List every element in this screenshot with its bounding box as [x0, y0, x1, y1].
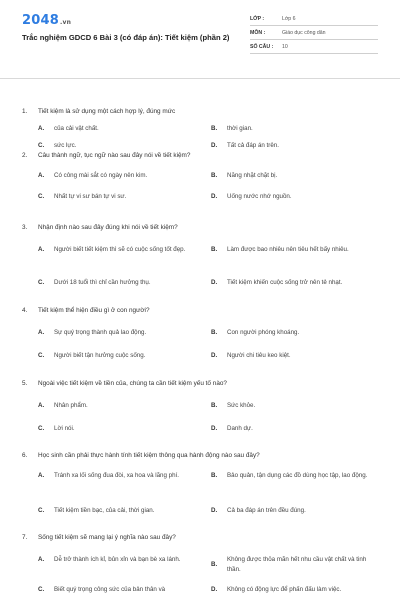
option-text: thời gian.: [227, 125, 253, 132]
option-d[interactable]: [211, 141, 376, 151]
option-text: sức lực.: [54, 142, 77, 149]
option-letter: B.: [211, 172, 218, 179]
meta-row-class: [250, 12, 378, 26]
option-letter: D.: [211, 142, 218, 149]
question-stem: Ngoài việc tiết kiệm về tiền của, chúng ta cần tiết kiệm yếu tố nào?: [38, 380, 227, 387]
meta-row-subject: [250, 26, 378, 40]
option-letter: A.: [38, 246, 45, 253]
option-text: Biết quý trọng công sức của bản thân và: [54, 586, 166, 593]
option-letter: D.: [211, 586, 218, 593]
option-text: Nhất tự vi sư bán tự vi sư.: [54, 193, 127, 200]
question-number: 1.: [22, 108, 28, 115]
question-6: [22, 451, 382, 514]
option-text: Lời nói.: [54, 425, 75, 432]
option-a[interactable]: [38, 124, 203, 134]
option-text: Uống nước nhớ nguồn.: [227, 193, 292, 200]
option-letter: B.: [211, 472, 218, 479]
option-c[interactable]: [38, 351, 203, 361]
document-title: Trắc nghiệm GDCD 6 Bài 3 (có đáp án): Tiết kiệm (phần 2): [22, 33, 230, 42]
question-stem: Tiết kiệm thể hiện điều gì ở con người?: [38, 307, 150, 314]
option-c[interactable]: [38, 585, 203, 595]
option-letter: D.: [211, 507, 218, 514]
option-letter: C.: [38, 142, 45, 149]
meta-key: MÔN :: [250, 29, 266, 36]
option-letter: B.: [211, 560, 218, 568]
header-divider: [0, 78, 400, 79]
question-text: [22, 306, 382, 315]
option-letter: A.: [38, 402, 45, 409]
option-d[interactable]: [211, 192, 376, 202]
option-c[interactable]: [38, 424, 203, 434]
option-a[interactable]: [38, 471, 203, 481]
option-d[interactable]: [211, 585, 376, 595]
question-number: 5.: [22, 380, 28, 387]
question-text: [22, 451, 382, 460]
option-letter: C.: [38, 352, 45, 359]
option-text: Người chi tiêu keo kiệt.: [227, 352, 291, 359]
option-text: Không được thỏa mãn hết nhu cầu vật chất và tinh thần.: [227, 556, 367, 573]
option-letter: C.: [38, 586, 45, 593]
question-text: [22, 379, 382, 388]
option-text: Người biết tiết kiệm thì sẽ có cuộc sống tốt đẹp.: [54, 246, 186, 253]
option-text: Cả ba đáp án trên đều đúng.: [227, 507, 306, 514]
option-d[interactable]: [211, 351, 376, 361]
logo-suffix-text: .vn: [59, 19, 72, 26]
option-text: Có công mài sắt có ngày nên kim.: [54, 172, 148, 179]
question-stem: Câu thành ngữ, tục ngữ nào sau đây nói về tiết kiệm?: [38, 152, 191, 159]
option-text: Không có động lực để phấn đấu làm việc.: [227, 586, 342, 593]
option-a[interactable]: [38, 328, 203, 338]
option-b[interactable]: [211, 124, 376, 134]
option-letter: D.: [211, 193, 218, 200]
option-letter: A.: [38, 556, 45, 563]
option-letter: B.: [211, 329, 218, 336]
option-text: Bảo quản, tận dụng các đồ dùng học tập, lao động.: [227, 472, 368, 479]
option-c[interactable]: [38, 192, 203, 202]
option-b[interactable]: [211, 471, 376, 481]
option-b[interactable]: [211, 171, 376, 181]
option-text: Tất cả đáp án trên.: [227, 142, 279, 149]
meta-row-question-count: [250, 40, 378, 54]
option-letter: C.: [38, 425, 45, 432]
option-a[interactable]: [38, 171, 203, 181]
option-text: Tránh xa lối sống đua đòi, xa hoa và lãng phí.: [54, 472, 179, 479]
option-text: Dưới 18 tuổi thì chỉ cần hưởng thụ.: [54, 279, 151, 286]
option-text: Dễ trở thành ích kỉ, bủn xỉn và bạn bè xa lánh.: [54, 556, 181, 563]
question-1: [22, 107, 382, 149]
question-number: 6.: [22, 452, 28, 459]
question-text: [22, 151, 382, 160]
option-c[interactable]: [38, 506, 203, 516]
option-letter: D.: [211, 279, 218, 286]
option-c[interactable]: [38, 278, 203, 288]
question-text: [22, 533, 382, 542]
option-text: Năng nhặt chặt bị.: [227, 172, 278, 179]
question-stem: Học sinh cần phải thực hành tính tiết kiệm thông qua hành động nào sau đây?: [38, 452, 260, 459]
option-text: Sức khỏe.: [227, 402, 256, 409]
option-d[interactable]: [211, 278, 376, 288]
question-5: [22, 379, 382, 432]
option-letter: C.: [38, 507, 45, 514]
option-letter: A.: [38, 172, 45, 179]
meta-value: Giáo dục công dân: [282, 29, 326, 36]
meta-value: Lớp 6: [282, 15, 296, 22]
option-letter: C.: [38, 193, 45, 200]
question-3: [22, 223, 382, 286]
option-letter: B.: [211, 246, 218, 253]
option-letter: D.: [211, 352, 218, 359]
question-stem: Tiết kiệm là sử dụng một cách hợp lý, đúng mức: [38, 108, 176, 115]
option-text: Tiết kiệm khiến cuộc sống trở nên tẻ nhạt.: [227, 279, 343, 286]
option-text: Tiết kiệm tiền bạc, của cải, thời gian.: [54, 507, 155, 514]
option-c[interactable]: [38, 141, 203, 151]
option-text: Con người phóng khoáng.: [227, 329, 300, 336]
meta-value: 10: [282, 43, 288, 50]
option-a[interactable]: [38, 401, 203, 411]
question-number: 2.: [22, 152, 28, 159]
option-text: của cải vật chất.: [54, 125, 99, 132]
question-7: [22, 533, 382, 593]
option-text: Nhân phẩm.: [54, 402, 88, 409]
option-text: Làm được bao nhiêu nên tiêu hết bấy nhiêu.: [227, 246, 349, 253]
logo-main-text: 2048: [22, 13, 59, 28]
option-text: Người biết tận hưởng cuộc sống.: [54, 352, 146, 359]
option-letter: B.: [211, 402, 218, 409]
option-letter: D.: [211, 425, 218, 432]
option-letter: A.: [38, 125, 45, 132]
question-text: [22, 107, 382, 116]
meta-key: SỐ CÂU :: [250, 43, 274, 50]
question-number: 3.: [22, 224, 28, 231]
option-b[interactable]: [211, 245, 376, 255]
option-letter: C.: [38, 279, 45, 286]
option-a[interactable]: [38, 555, 203, 565]
option-letter: A.: [38, 472, 45, 479]
site-logo[interactable]: [22, 13, 71, 28]
option-a[interactable]: [38, 245, 203, 255]
question-number: 7.: [22, 534, 28, 541]
question-4: [22, 306, 382, 359]
document-header: [0, 0, 400, 66]
option-text: Danh dự.: [227, 425, 253, 432]
question-text: [22, 223, 382, 232]
option-b[interactable]: [211, 555, 376, 574]
option-b[interactable]: [211, 328, 376, 338]
option-d[interactable]: [211, 424, 376, 434]
question-number: 4.: [22, 307, 28, 314]
option-letter: A.: [38, 329, 45, 336]
option-letter: B.: [211, 125, 218, 132]
option-b[interactable]: [211, 401, 376, 411]
question-2: [22, 151, 382, 200]
meta-info-box: [250, 12, 378, 54]
option-text: Sự quý trọng thành quả lao động.: [54, 329, 147, 336]
question-stem: Sống tiết kiệm sẽ mang lại ý nghĩa nào sau đây?: [38, 534, 176, 541]
question-stem: Nhận định nào sau đây đúng khi nói về tiết kiệm?: [38, 224, 178, 231]
option-d[interactable]: [211, 506, 376, 516]
meta-key: LỚP :: [250, 15, 265, 22]
